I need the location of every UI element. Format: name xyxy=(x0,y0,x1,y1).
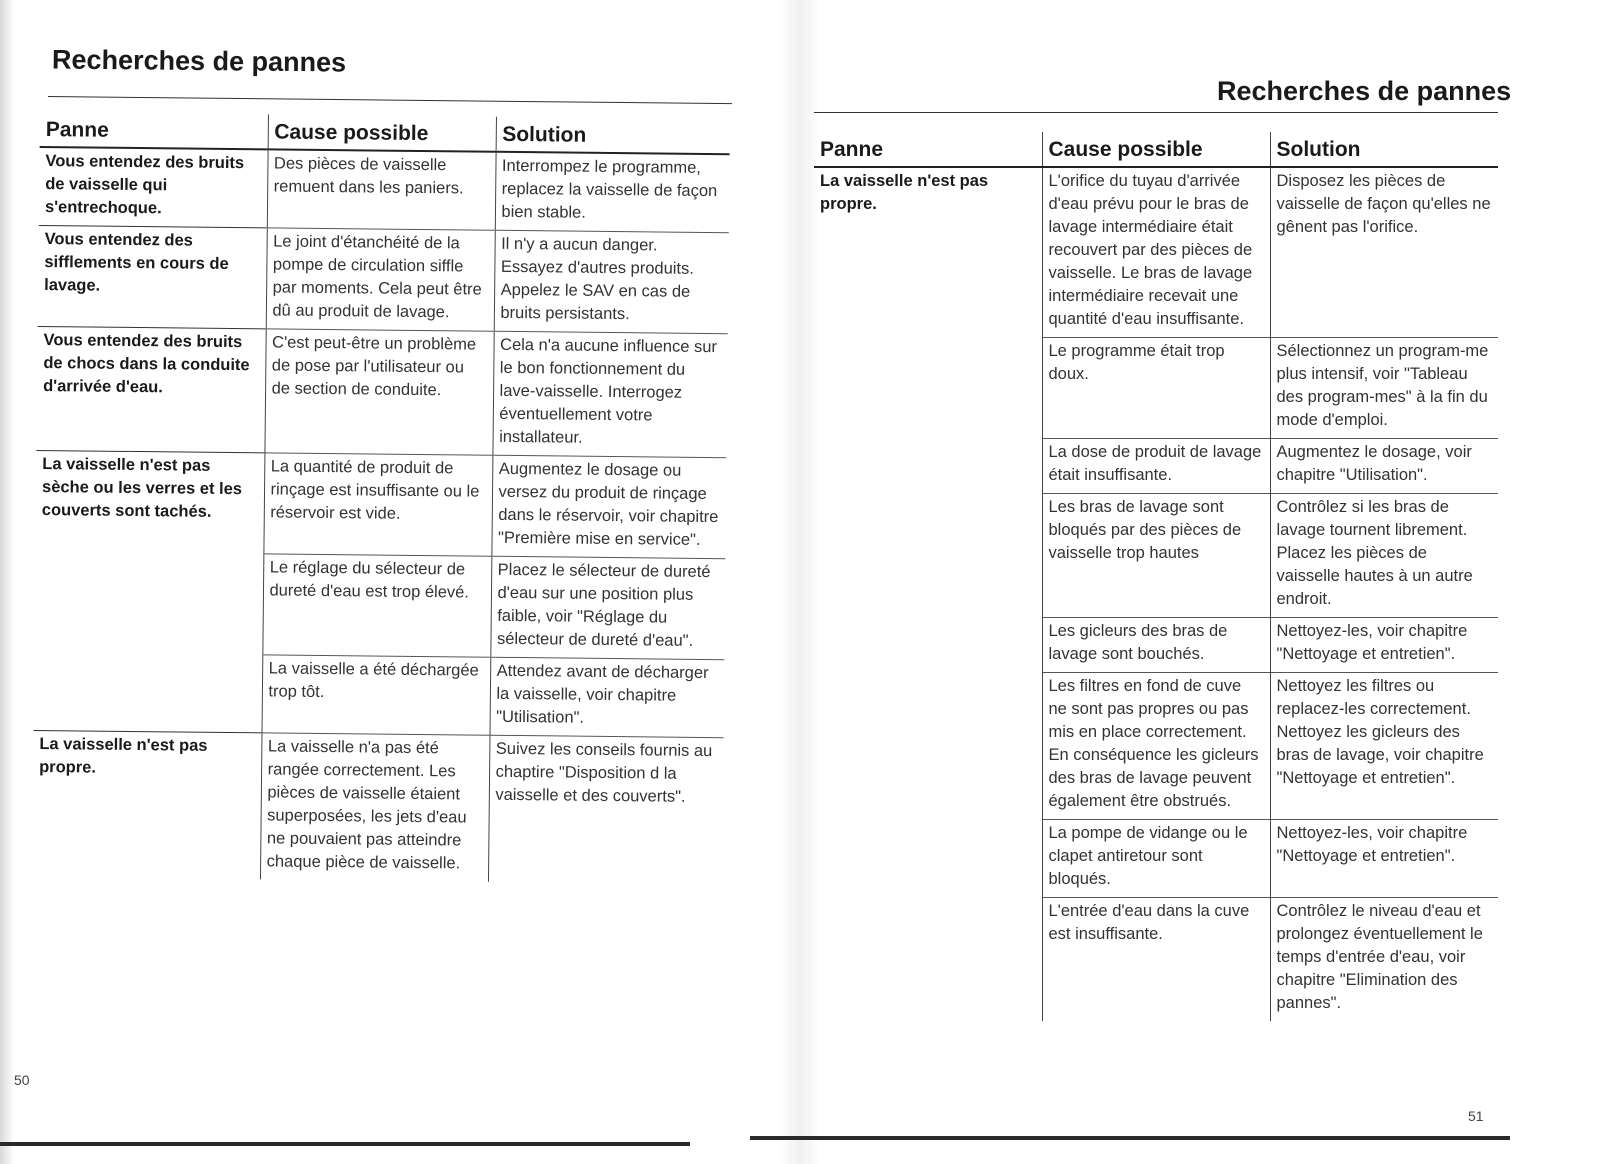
cause-cell: C'est peut-être un problème de pose par l'utilisateur ou de section de conduite. xyxy=(264,329,493,455)
header-solution: Solution xyxy=(496,117,730,154)
cause-cell: Le programme était trop doux. xyxy=(1042,338,1270,439)
panne-cell xyxy=(814,439,1042,494)
panne-cell: Vous entendez des bruits de vaisselle qui s'entrechoque. xyxy=(39,147,268,228)
panne-cell xyxy=(34,551,263,654)
right-page xyxy=(800,0,1600,1164)
panne-cell xyxy=(814,618,1042,673)
troubleshooting-table xyxy=(814,132,1498,1021)
page-edge xyxy=(750,1136,1510,1140)
troubleshooting-table xyxy=(32,112,730,884)
header-panne: Panne xyxy=(40,112,268,149)
header-solution: Solution xyxy=(1270,132,1498,167)
table-row xyxy=(34,551,725,659)
panne-cell: La vaisselle n'est pas propre. xyxy=(820,172,989,213)
page-title: Recherches de pannes xyxy=(1217,76,1512,106)
cause-cell: Des pièces de vaisselle remuent dans les paniers. xyxy=(267,149,496,230)
header-cause: Cause possible xyxy=(268,114,496,151)
panne-cell: Vous entendez des sifflements en cours de lavage. xyxy=(38,225,267,328)
table-row xyxy=(814,673,1498,820)
table-row xyxy=(39,147,730,233)
table-row xyxy=(34,652,725,737)
header-panne: Panne xyxy=(814,132,1042,167)
table-row xyxy=(814,439,1498,494)
solution-cell: Sélectionnez un program-me plus intensif, voir "Tableau des program-mes" à la fin du mode d'emploi. xyxy=(1270,338,1498,439)
page-title: Recherches de pannes xyxy=(51,44,347,78)
page-number: 51 xyxy=(1468,1108,1484,1124)
cause-cell: La vaisselle a été déchargée trop tôt. xyxy=(262,655,491,735)
cause-cell: Les filtres en fond de cuve ne sont pas propres ou pas mis en place correctement. En conséquence les gicleurs des bras de lavage peuvent également être obstrués. xyxy=(1042,673,1270,820)
solution-cell: Disposez les pièces de vaisselle de façon qu'elles ne gênent pas l'orifice. xyxy=(1270,167,1498,338)
cause-cell: La pompe de vidange ou le clapet antiretour sont bloqués. xyxy=(1042,820,1270,898)
panne-cell: Vous entendez des bruits de chocs dans la conduite d'arrivée d'eau. xyxy=(36,326,265,452)
table-row xyxy=(814,618,1498,673)
panne-cell xyxy=(34,652,263,732)
cause-cell: La dose de produit de lavage était insuffisante. xyxy=(1042,439,1270,494)
panne-cell xyxy=(814,820,1042,898)
title-rule xyxy=(48,96,732,104)
table-row xyxy=(32,730,723,884)
cause-cell: Le joint d'étanchéité de la pompe de circulation siffle par moments. Cela peut être dû au produit de lavage. xyxy=(266,228,495,331)
page-edge xyxy=(0,1142,690,1146)
title-rule xyxy=(814,112,1498,113)
cause-cell: La quantité de produit de rinçage est insuffisante ou le réservoir est vide. xyxy=(263,453,492,556)
table-row xyxy=(38,225,729,333)
panne-cell xyxy=(814,673,1042,820)
solution-cell: Contrôlez le niveau d'eau et prolongez éventuellement le temps d'entrée d'eau, voir chapitre "Elimination des pannes". xyxy=(1270,898,1498,1022)
table-row xyxy=(814,167,1498,338)
solution-cell: Contrôlez si les bras de lavage tournent librement. Placez les pièces de vaisselle hautes à un autre endroit. xyxy=(1270,494,1498,618)
panne-cell xyxy=(814,338,1042,439)
cause-cell: Les bras de lavage sont bloqués par des pièces de vaisselle trop hautes xyxy=(1042,494,1270,618)
header-cause: Cause possible xyxy=(1042,132,1270,167)
solution-cell: Suivez les conseils fournis au chaptire "Disposition d la vaisselle et des couverts". xyxy=(488,735,724,884)
panne-cell: La vaisselle n'est pas sèche ou les verres et les couverts sont tachés. xyxy=(35,450,264,553)
solution-cell: Attendez avant de décharger la vaisselle, voir chapitre "Utilisation". xyxy=(489,657,724,737)
solution-cell: Cela n'a aucune influence sur le bon fonctionnement du lave-vaisselle. Interrogez éventuellement votre installateur. xyxy=(492,331,727,457)
panne-cell xyxy=(814,494,1042,618)
page-number: 50 xyxy=(14,1072,30,1088)
table-row xyxy=(814,820,1498,898)
cause-cell: Les gicleurs des bras de lavage sont bouchés. xyxy=(1042,618,1270,673)
solution-cell: Il n'y a aucun danger. Essayez d'autres produits. Appelez le SAV en cas de bruits persistants. xyxy=(494,230,729,333)
solution-cell: Nettoyez-les, voir chapitre "Nettoyage et entretien". xyxy=(1270,820,1498,898)
solution-cell: Placez le sélecteur de dureté d'eau sur une position plus faible, voir "Réglage du sélecteur de dureté d'eau". xyxy=(490,556,725,659)
solution-cell: Nettoyez les filtres ou replacez-les correctement. Nettoyez les gicleurs des bras de lavage, voir chapitre "Nettoyage et entretien". xyxy=(1270,673,1498,820)
solution-cell: Augmentez le dosage, voir chapitre "Utilisation". xyxy=(1270,439,1498,494)
table-row xyxy=(814,494,1498,618)
cause-cell: La vaisselle n'a pas été rangée correctement. Les pièces de vaisselle étaient superposées, les jets d'eau ne pouvaient pas atteindre chaque pièce de vaisselle. xyxy=(260,733,490,882)
solution-cell: Augmentez le dosage ou versez du produit de rinçage dans le réservoir, voir chapitre "Première mise en service". xyxy=(491,455,726,558)
table-header-row xyxy=(814,132,1498,167)
table-row xyxy=(814,898,1498,1022)
table-row xyxy=(35,450,726,558)
panne-cell: La vaisselle n'est pas propre. xyxy=(32,730,262,879)
panne-cell xyxy=(814,898,1042,1022)
cause-cell: L'entrée d'eau dans la cuve est insuffisante. xyxy=(1042,898,1270,1022)
table-row xyxy=(814,338,1498,439)
solution-cell: Nettoyez-les, voir chapitre "Nettoyage et entretien". xyxy=(1270,618,1498,673)
cause-cell: Le réglage du sélecteur de dureté d'eau est trop élevé. xyxy=(262,554,491,657)
table-row xyxy=(36,326,727,457)
cause-cell: L'orifice du tuyau d'arrivée d'eau prévu pour le bras de lavage intermédiaire était recouvert par des pièces de vaisselle. Le bras de lavage intermédiaire recevait une quantité d'eau insuffisante. xyxy=(1042,167,1270,338)
solution-cell: Interrompez le programme, replacez la vaisselle de façon bien stable. xyxy=(495,152,730,233)
